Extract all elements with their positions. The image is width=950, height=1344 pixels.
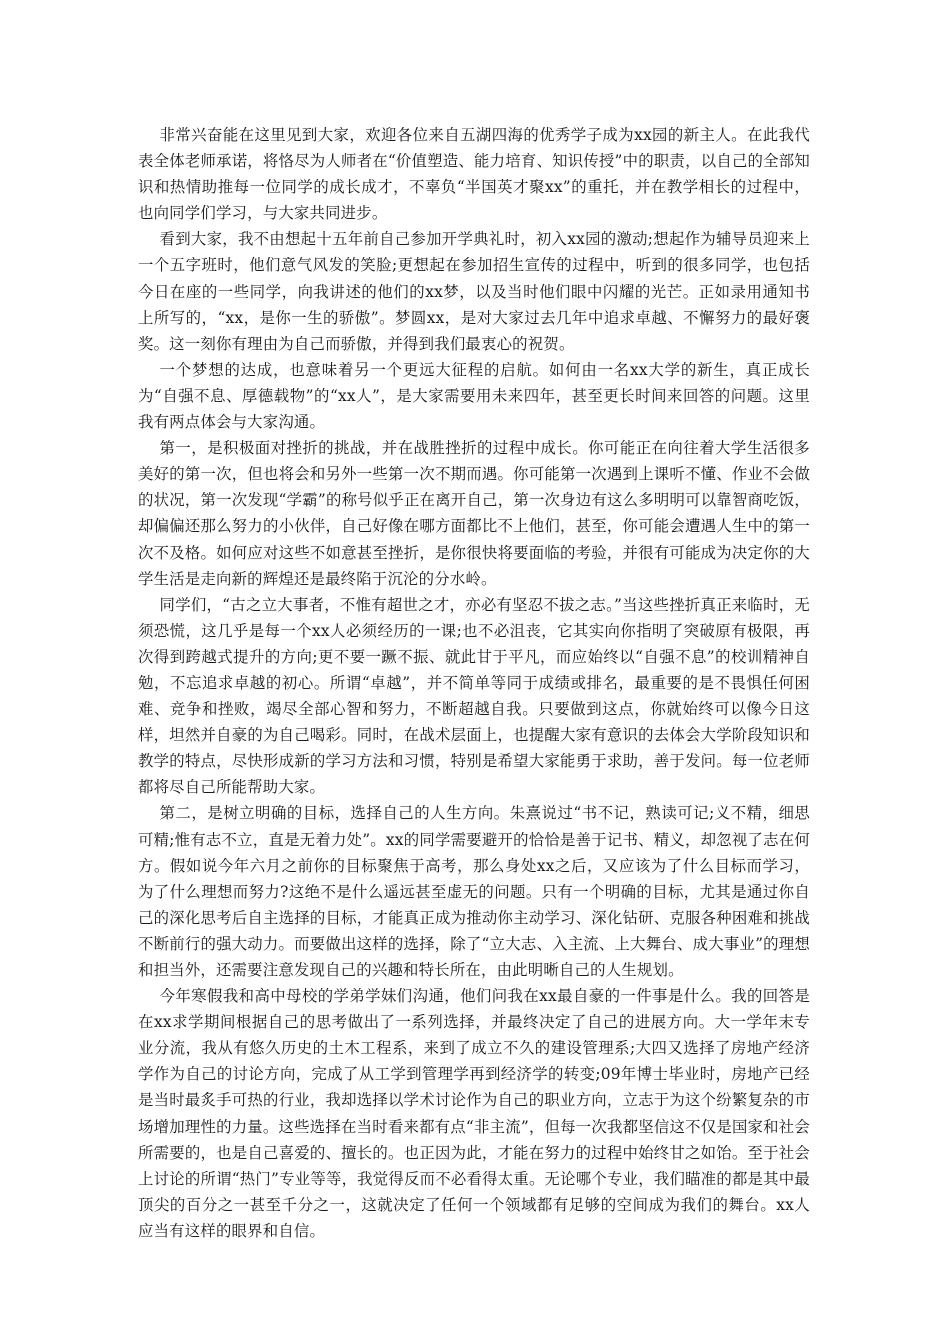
paragraph-welcome: 非常兴奋能在这里见到大家，欢迎各位来自五湖四海的优秀学子成为xx园的新主人。在此我代表全体老师承诺，将恪尽为人师者在“价值塑造、能力培育、知识传授”中的职责，以自己的全部知识和热情助推每一位同学的成长成才，不辜负“半国英才聚xx”的重托，并在教学相长的过程中，也向同学们学习，与大家共同进步。: [138, 126, 810, 223]
paragraph-memories: 看到大家，我不由想起十五年前自己参加开学典礼时，初入xx园的激动;想起作为辅导员迎来上一个五字班时，他们意气风发的笑脸;更想起在参加招生宣传的过程中，听到的很多同学，也包括今日在座的一些同学，向我讲述的他们的xx梦，以及当时他们眼中闪耀的光芒。正如录用通知书上所写的，“xx，是你一生的骄傲”。梦圆xx，是对大家过去几年中追求卓越、不懈努力的最好褒奖。这一刻你有理由为自己而骄傲，并得到我们最衷心的祝贺。: [138, 230, 810, 353]
paragraph-point-two: 第二，是树立明确的目标，选择自己的人生方向。朱熹说过“书不记，熟读可记;义不精，细思可精;惟有志不立，直是无着力处”。xx的同学需要避开的恰恰是善于记书、精义，却忽视了志在何方。假如说今年六月之前你的目标聚焦于高考，那么身处xx之后，又应该为了什么目标而学习，为了什么理想而努力?这绝不是什么遥远甚至虚无的问题。只有一个明确的目标，尤其是通过你自己的深化思考后自主选择的目标，才能真正成为推动你主动学习、深化钻研、克服各种困难和挑战不断前行的强大动力。而要做出这样的选择，除了“立大志、入主流、上大舞台、成大事业”的理想和担当外，还需要注意发现自己的兴趣和特长所在，由此明晰自己的人生规划。: [138, 804, 810, 979]
paragraph-personal-choices: 今年寒假我和高中母校的学弟学妹们沟通，他们问我在xx最自豪的一件事是什么。我的回答是在xx求学期间根据自己的思考做出了一系列选择，并最终决定了自己的进展方向。大一学年末专业分流，我从有悠久历史的土木工程系，来到了成立不久的建设管理系;大四又选择了房地产经济学作为自己的讨论方向，完成了从工学到管理学再到经济学的转变;09年博士毕业时，房地产已经是当时最炙手可热的行业，我却选择以学术讨论作为自己的职业方向，立志于为这个纷繁复杂的市场增加理性的力量。这些选择在当时看来都有点“非主流”，但每一次我都坚信这不仅是国家和社会所需要的，也是自己喜爱的、擅长的。也正因为此，才能在努力的过程中始终甘之如饴。至于社会上讨论的所谓“热门”专业等等，我觉得反而不必看得太重。无论哪个专业，我们瞄准的都是其中最顶尖的百分之一甚至千分之一，这就决定了任何一个领域都有足够的空间成为我们的舞台。xx人应当有这样的眼界和自信。: [138, 987, 810, 1240]
paragraph-new-journey: 一个梦想的达成，也意味着另一个更远大征程的启航。如何由一名xx大学的新生，真正成长为“自强不息、厚德载物”的“xx人”，是大家需要用未来四年，甚至更长时间来回答的问题。这里我有两点体会与大家沟通。: [138, 360, 810, 432]
paragraph-point-one: 第一，是积极面对挫折的挑战，并在战胜挫折的过程中成长。你可能正在向往着大学生活很多美好的第一次，但也将会和另外一些第一次不期而遇。你可能第一次遇到上课听不懂、作业不会做的状况，第一次发现“学霸”的称号似乎正在离开自己，第一次身边有这么多明明可以靠智商吃饭，却偏偏还那么努力的小伙伴，自己好像在哪方面都比不上他们，甚至，你可能会遭遇人生中的第一次不及格。如何应对这些不如意甚至挫折，是你很快将要面临的考验，并很有可能成为决定你的大学生活是走向新的辉煌还是最终陷于沉沦的分水岭。: [138, 439, 810, 588]
paragraph-perseverance: 同学们，“古之立大事者，不惟有超世之才，亦必有坚忍不拔之志。”当这些挫折真正来临时，无须恐慌，这几乎是每一个xx人必须经历的一课;也不必沮丧，它其实向你指明了突破原有极限，再次得到跨越式提升的方向;更不要一蹶不振、就此甘于平凡，而应始终以“自强不息”的校训精神自勉，不忘追求卓越的初心。所谓“卓越”，并不简单等同于成绩或排名，最重要的是不畏惧任何困难、竞争和挫败，竭尽全部心智和努力，不断超越自我。只要做到这点，你就始终可以像今日这样，坦然并自豪的为自己喝彩。同时，在战术层面上，也提醒大家有意识的去体会大学阶段知识和教学的特点，尽快形成新的学习方法和习惯，特别是希望大家能勇于求助，善于发问。每一位老师都将尽自己所能帮助大家。: [138, 595, 810, 797]
document-body: [138, 122, 810, 1244]
